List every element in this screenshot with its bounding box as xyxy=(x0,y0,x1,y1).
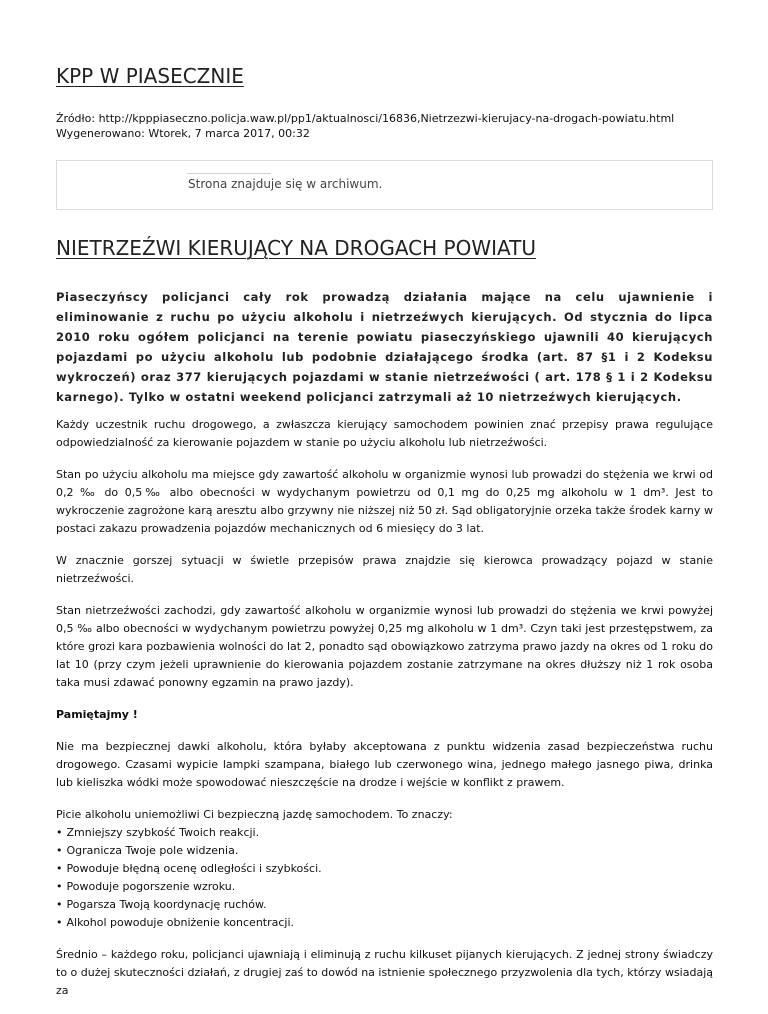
article-lead: Piaseczyńscy policjanci cały rok prowadzą działania mające na celu ujawnienie i eliminowanie z ruchu po użyciu alkoholu i nietrzeźwych kierujących. Od stycznia do lipca 2010 roku ogółem policjanci na terenie powiatu piaseczyńskiego ujawnili 40 kierujących pojazdami po użyciu alkoholu lub podobnie działającego środka (art. 87 §1 i 2 Kodeksu wykroczeń) oraz 377 kierujących pojazdami w stanie nietrzeźwości ( art. 178 § 1 i 2 Kodeksu karnego). Tylko w ostatni weekend policjanci zatrzymali aż 10 nietrzeźwych kierujących. xyxy=(56,290,713,404)
generated-line: Wygenerowano: Wtorek, 7 marca 2017, 00:32 xyxy=(56,127,310,140)
article-title: NIETRZEŹWI KIERUJĄCY NA DROGACH POWIATU xyxy=(56,236,536,260)
paragraph-5: Nie ma bezpiecznej dawki alkoholu, która byłaby akceptowana z punktu widzenia zasad bezpieczeństwa ruchu drogowego. Czasami wypicie lampki szampana, białego lub czerwonego wina, jednego małego jasnego piwa, drinka lub kieliszka wódki może spowodować nieszczęście na drodze i wejście w konflikt z prawem. xyxy=(56,740,713,789)
remember-heading: Pamiętajmy ! xyxy=(56,708,138,721)
article-body xyxy=(56,416,713,1014)
effects-block xyxy=(56,806,713,932)
archive-notice: Strona znajduje się w archiwum. xyxy=(188,177,383,191)
source-line: Źródło: http://kpppiaseczno.policja.waw.pl/pp1/aktualnosci/16836,Nietrzezwi-kierujacy-na-drogach-powiatu.html xyxy=(56,112,675,125)
paragraph-3: W znacznie gorszej sytuacji w świetle przepisów prawa znajdzie się kierowca prowadzący pojazd w stanie nietrzeźwości. xyxy=(56,554,713,585)
bullet-icon: • xyxy=(56,826,63,839)
paragraph-2: Stan po użyciu alkoholu ma miejsce gdy zawartość alkoholu w organizmie wynosi lub prowadzi do stężenia we krwi od 0,2 ‰ do 0,5‰ albo obecności w wydychanym powietrzu od 0,1 mg do 0,25 mg alkoholu w 1 dm³. Jest to wykroczenie zagrożone karą aresztu albo grzywny nie niższej niż 50 zł. Sąd obligatoryjnie orzeka także środek karny w postaci zakazu prowadzenia pojazdów mechanicznych od 6 miesięcy do 3 lat. xyxy=(56,468,713,535)
list-item xyxy=(56,842,713,860)
list-item xyxy=(56,860,713,878)
list-item xyxy=(56,824,713,842)
bullet-icon: • xyxy=(56,898,63,911)
archive-divider xyxy=(187,173,271,174)
list-item-text: Powoduje błędną ocenę odległości i szybkości. xyxy=(66,862,322,875)
paragraph-1: Każdy uczestnik ruchu drogowego, a zwłaszcza kierujący samochodem powinien znać przepisy prawa regulujące odpowiedzialność za kierowanie pojazdem w stanie po użyciu alkoholu lub nietrzeźwości. xyxy=(56,418,713,449)
list-item-text: Zmniejszy szybkość Twoich reakcji. xyxy=(66,826,260,839)
list-intro: Picie alkoholu uniemożliwi Ci bezpieczną jazdę samochodem. To znaczy: xyxy=(56,808,453,821)
paragraph-6: Średnio – każdego roku, policjanci ujawniają i eliminują z ruchu kilkuset pijanych kierujących. Z jednej strony świadczy to o dużej skuteczności działań, z drugiej zaś to dowód na istnienie społecznego przyzwolenia dla tych, którzy wsiadają za xyxy=(56,948,713,997)
bullet-icon: • xyxy=(56,916,63,929)
bullet-icon: • xyxy=(56,844,63,857)
list-item xyxy=(56,914,713,932)
list-item xyxy=(56,896,713,914)
list-item-text: Pogarsza Twoją koordynację ruchów. xyxy=(66,898,267,911)
meta-info xyxy=(56,111,674,141)
effects-list xyxy=(56,824,713,932)
list-item-text: Alkohol powoduje obniżenie koncentracji. xyxy=(66,916,295,929)
bullet-icon: • xyxy=(56,862,63,875)
bullet-icon: • xyxy=(56,880,63,893)
archive-notice-box xyxy=(56,160,713,210)
list-item-text: Powoduje pogorszenie wzroku. xyxy=(66,880,236,893)
list-item xyxy=(56,878,713,896)
paragraph-4: Stan nietrzeźwości zachodzi, gdy zawartość alkoholu w organizmie wynosi lub prowadzi do stężenia we krwi powyżej 0,5 ‰ albo obecności w wydychanym powietrzu powyżej 0,25 mg alkoholu w 1 dm³. Czyn taki jest przestępstwem, za które grozi kara pozbawienia wolności do lat 2, ponadto sąd obowiązkowo zatrzyma prawo jazdy na okres od 1 roku do lat 10 (przy czym jeżeli uprawnienie do kierowania pojazdem zostanie zatrzymane na okres dłuższy niż 1 rok osoba taka musi zdawać ponowny egzamin na prawo jazdy). xyxy=(56,604,713,689)
site-title: KPP W PIASECZNIE xyxy=(56,64,244,88)
list-item-text: Ogranicza Twoje pole widzenia. xyxy=(66,844,239,857)
